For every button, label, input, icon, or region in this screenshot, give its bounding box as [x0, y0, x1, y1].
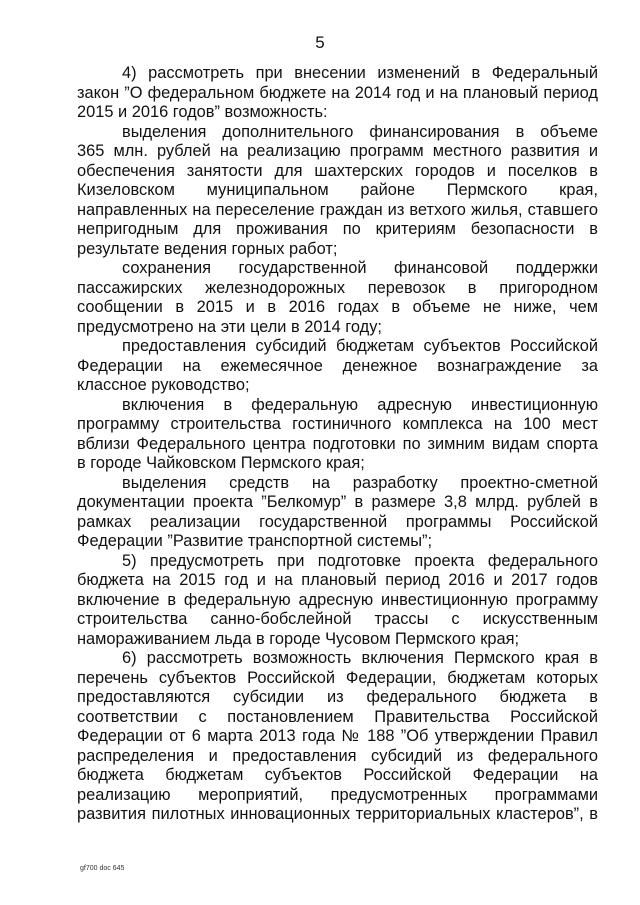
body-text-line: развития пилотных инновационных территориальных кластеров”, в	[77, 805, 598, 823]
body-text-line: непригодным для проживания по критериям безопасности в	[77, 220, 598, 238]
body-text-line: закон ”О федеральном бюджете на 2014 год и на плановый период	[77, 83, 598, 102]
body-text-line: предоставления субсидий бюджетам субъектов Российской	[122, 337, 598, 355]
body-text-line: обеспечения занятости для шахтерских городов и поселков в	[77, 161, 598, 180]
body-text-line: Федерации на ежемесячное денежное вознаграждение за	[77, 356, 598, 375]
body-text-line: бюджета бюджетам субъектов Российской Федерации на	[77, 766, 598, 784]
body-text-line: в городе Чайковском Пермского края;	[77, 454, 365, 472]
body-text-line: распределения и предоставления субсидий из федерального	[77, 746, 598, 765]
body-text-line: реализацию мероприятий, предусмотренных программами	[77, 785, 598, 804]
body-text-line: Федерации от 6 марта 2013 года № 188 ”Об утверждении Правил	[77, 727, 598, 745]
body-text-line: вблизи Федерального центра подготовки по зимним видам спорта	[77, 434, 598, 453]
body-text-line: пассажирских железнодорожных перевозок в пригородном	[77, 278, 598, 297]
body-text-line: соответствии с постановлением Правительства Российской	[77, 707, 598, 726]
body-text-line: 365 млн. рублей на реализацию программ местного развития и	[77, 142, 598, 160]
body-text-line: намораживанием льда в городе Чусовом Пермского края;	[77, 629, 520, 648]
body-text-line: 6) рассмотреть возможность включения Пермского края в	[122, 649, 598, 667]
body-text-line: предусмотрено на эти цели в 2014 году;	[77, 317, 382, 336]
body-text-line: сообщении в 2015 и в 2016 годах в объеме не ниже, чем	[77, 298, 598, 316]
body-text-line: предоставляются субсидии из федерального бюджета в	[77, 688, 598, 706]
body-text-line: выделения дополнительного финансирования в объеме	[122, 122, 598, 141]
body-text-line: сохранения государственной финансовой поддержки	[122, 259, 598, 277]
body-text-line: выделения средств на разработку проектно-сметной	[122, 473, 598, 492]
body-text-line: Кизеловском муниципальном районе Пермского края,	[77, 181, 598, 199]
body-text-line: 5) предусмотреть при подготовке проекта федерального	[122, 551, 598, 570]
body-text-line: направленных на переселение граждан из ветхого жилья, ставшего	[77, 200, 598, 219]
body-text-line: строительства санно-бобслейной трассы с искусственным	[77, 610, 598, 628]
body-text-line: перечень субъектов Российской Федерации, бюджетам которых	[77, 668, 598, 687]
body-text-line: результате ведения горных работ;	[77, 239, 338, 258]
document-body	[77, 64, 598, 825]
body-text-line: бюджета на 2015 год и на плановый период 2016 и 2017 годов	[77, 571, 598, 589]
body-text-line: рамках реализации государственной программы Российской	[77, 512, 598, 531]
body-text-line: включение в федеральную адресную инвестиционную программу	[77, 590, 598, 609]
body-text-line: программу строительства гостиничного комплекса на 100 мест	[77, 415, 598, 433]
body-text-line: классное руководство;	[77, 376, 250, 394]
body-text-line: 2015 и 2016 годов” возможность:	[77, 103, 328, 121]
body-text-line: включения в федеральную адресную инвестиционную	[122, 395, 598, 414]
page-number: 5	[315, 33, 325, 52]
footer-code: gf700 doc 645	[80, 865, 125, 872]
body-text-line: Федерации ”Развитие транспортной системы”;	[77, 532, 433, 550]
body-text-line: 4) рассмотреть при внесении изменений в Федеральный	[122, 64, 598, 82]
body-text-line: документации проекта ”Белкомур” в размере 3,8 млрд. рублей в	[77, 493, 598, 511]
